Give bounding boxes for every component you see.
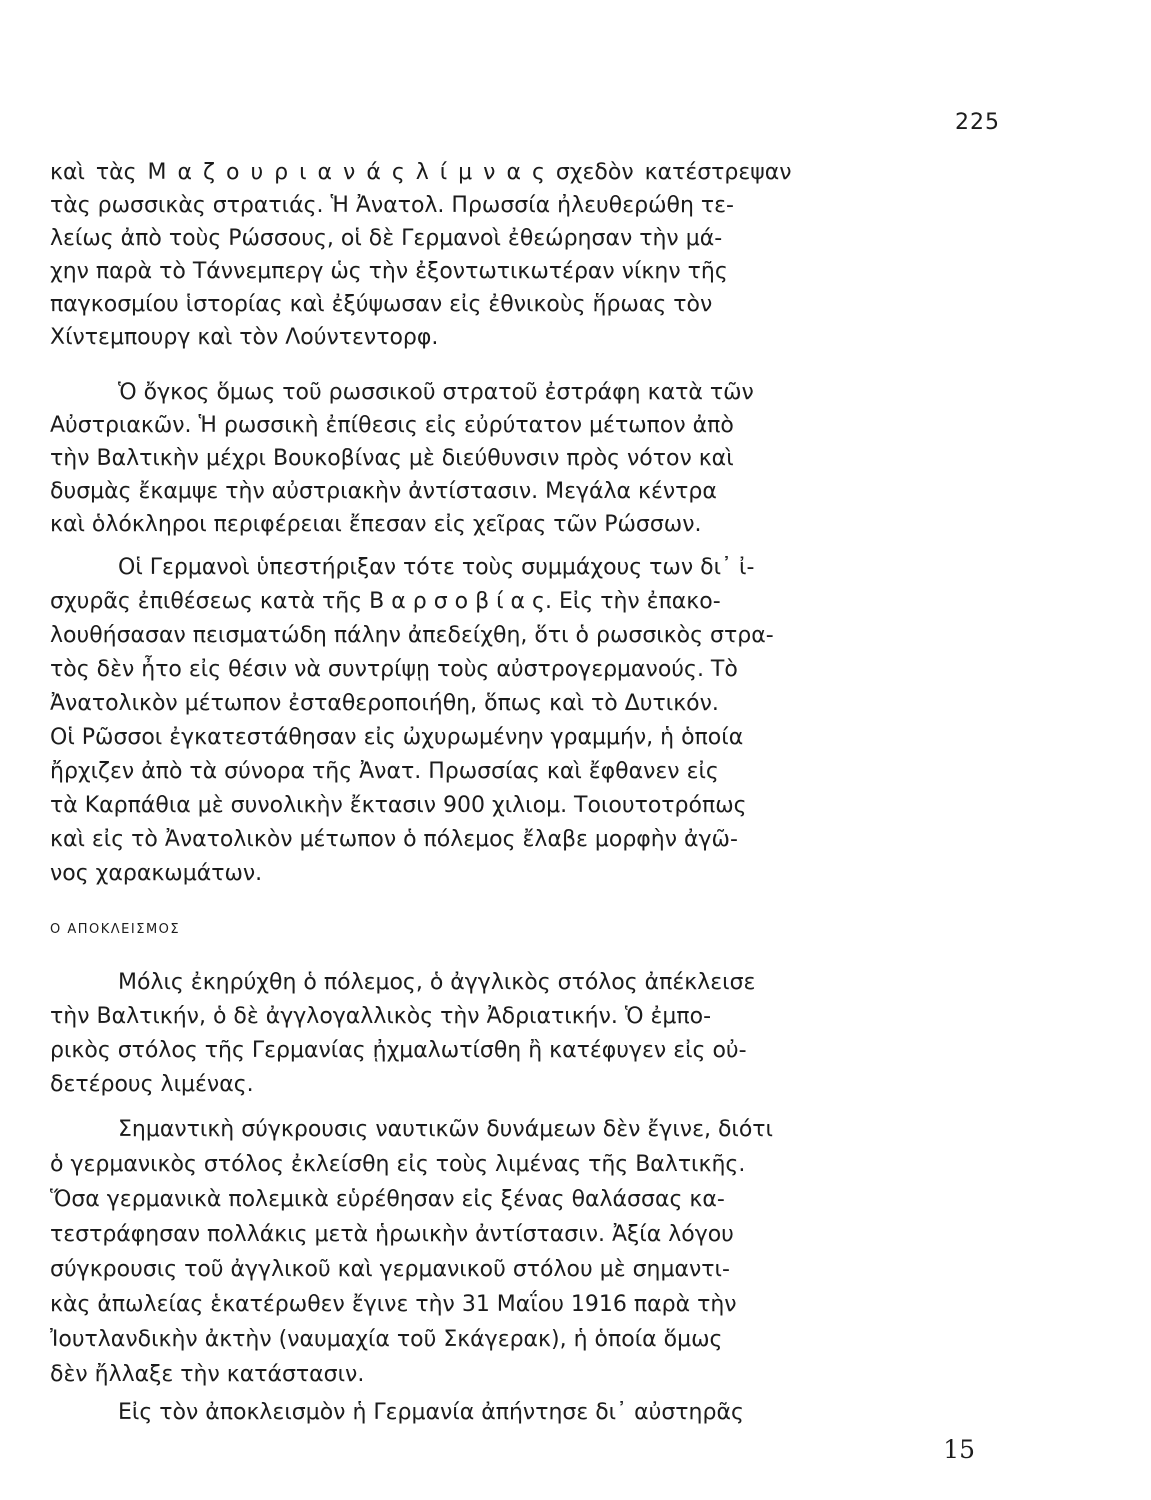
text-line: λείως ἀπὸ τοὺς Ρώσσους, οἱ δὲ Γερμανοὶ ἐθεώρησαν τὴν μά- bbox=[50, 226, 723, 251]
text-line: καὶ ὁλόκληροι περιφέρειαι ἔπεσαν εἰς χεῖρας τῶν Ρώσσων. bbox=[50, 512, 702, 537]
text-line: Εἰς τὸν ἀποκλεισμὸν ἡ Γερμανία ἀπήντησε δι᾽ αὐστηρᾶς bbox=[118, 1400, 744, 1425]
page-number: 225 bbox=[955, 110, 1000, 135]
text-line: τὴν Βαλτικὴν μέχρι Βουκοβίνας μὲ διεύθυνσιν πρὸς νότον καὶ bbox=[50, 446, 734, 471]
text-line: Οἱ Γερμανοὶ ὑπεστήριξαν τότε τοὺς συμμάχους των δι᾽ ἰ- bbox=[118, 555, 755, 580]
text-line: Ὅσα γερμανικὰ πολεμικὰ εὑρέθησαν εἰς ξένας θαλάσσας κα- bbox=[50, 1187, 725, 1212]
text-line: τὴν Βαλτικήν, ὁ δὲ ἀγγλογαλλικὸς τὴν Ἀδριατικήν. Ὁ ἐμπο- bbox=[50, 1004, 712, 1029]
text-line: σχυρᾶς ἐπιθέσεως κατὰ τῆς Β α ρ σ ο β ί α ς. Εἰς τὴν ἐπακο- bbox=[50, 589, 721, 614]
text-line: δὲν ἤλλαξε τὴν κατάστασιν. bbox=[50, 1362, 365, 1387]
text-line: Χίντεμπουργ καὶ τὸν Λούντεντορφ. bbox=[50, 325, 439, 350]
text-line: τὰς ρωσσικὰς στρατιάς. Ἡ Ἀνατολ. Πρωσσία ἠλευθερώθη τε- bbox=[50, 193, 734, 218]
text-line: παγκοσμίου ἱστορίας καὶ ἐξύψωσαν εἰς ἐθνικοὺς ἥρωας τὸν bbox=[50, 292, 713, 317]
text-line: δετέρους λιμένας. bbox=[50, 1072, 254, 1097]
text-line: Οἱ Ρῶσσοι ἐγκατεστάθησαν εἰς ὠχυρωμένην γραμμήν, ἡ ὁποία bbox=[50, 725, 744, 750]
text-line: Σημαντικὴ σύγκρουσις ναυτικῶν δυνάμεων δὲν ἔγινε, διότι bbox=[118, 1117, 773, 1142]
text-line: κὰς ἀπωλείας ἑκατέρωθεν ἔγινε τὴν 31 Μαΐου 1916 παρὰ τὴν bbox=[50, 1292, 737, 1317]
text-line: Ἀνατολικὸν μέτωπον ἐσταθεροποιήθη, ὅπως καὶ τὸ Δυτικόν. bbox=[50, 691, 719, 716]
text-line: τεστράφησαν πολλάκις μετὰ ἡρωικὴν ἀντίστασιν. Ἀξία λόγου bbox=[50, 1222, 734, 1247]
text-line: ἤρχιζεν ἀπὸ τὰ σύνορα τῆς Ἀνατ. Πρωσσίας καὶ ἔφθανεν εἰς bbox=[50, 759, 719, 784]
text-line: Μόλις ἐκηρύχθη ὁ πόλεμος, ὁ ἀγγλικὸς στόλος ἀπέκλεισε bbox=[118, 970, 756, 995]
text-line: καὶ τὰς Μ α ζ ο υ ρ ι α ν ά ς λ ί μ ν α ς σχεδὸν κατέστρεψαν bbox=[50, 160, 792, 185]
section-heading: Ο ΑΠΟΚΛΕΙΣΜΟΣ bbox=[50, 922, 181, 937]
text-line: ρικὸς στόλος τῆς Γερμανίας ᾐχμαλωτίσθη ἢ κατέφυγεν εἰς οὐ- bbox=[50, 1038, 747, 1063]
text-line: τὰ Καρπάθια μὲ συνολικὴν ἔκτασιν 900 χιλιομ. Τοιουτοτρόπως bbox=[50, 793, 747, 818]
text-line: χην παρὰ τὸ Τάννεμπεργ ὡς τὴν ἐξοντωτικωτέραν νίκην τῆς bbox=[50, 259, 728, 284]
text-line: νος χαρακωμάτων. bbox=[50, 861, 263, 886]
text-line: ὁ γερμανικὸς στόλος ἐκλείσθη εἰς τοὺς λιμένας τῆς Βαλτικῆς. bbox=[50, 1152, 746, 1177]
text-line: τὸς δὲν ἦτο εἰς θέσιν νὰ συντρίψῃ τοὺς αὐστρογερμανούς. Τὸ bbox=[50, 657, 738, 682]
text-line: καὶ εἰς τὸ Ἀνατολικὸν μέτωπον ὁ πόλεμος ἔλαβε μορφὴν ἀγῶ- bbox=[50, 827, 738, 852]
sheet-number: 15 bbox=[943, 1435, 975, 1464]
text-line: δυσμὰς ἔκαμψε τὴν αὐστριακὴν ἀντίστασιν. Μεγάλα κέντρα bbox=[50, 479, 717, 504]
text-line: Ἰουτλανδικὴν ἀκτὴν (ναυμαχία τοῦ Σκάγερακ), ἡ ὁποία ὅμως bbox=[50, 1327, 723, 1352]
text-line: σύγκρουσις τοῦ ἀγγλικοῦ καὶ γερμανικοῦ στόλου μὲ σημαντι- bbox=[50, 1257, 730, 1282]
text-line: Ὁ ὄγκος ὅμως τοῦ ρωσσικοῦ στρατοῦ ἐστράφη κατὰ τῶν bbox=[118, 380, 754, 405]
text-line: λουθήσασαν πεισματώδη πάλην ἀπεδείχθη, ὅτι ὁ ρωσσικὸς στρα- bbox=[50, 623, 774, 648]
text-line: Αὐστριακῶν. Ἡ ρωσσικὴ ἐπίθεσις εἰς εὐρύτατον μέτωπον ἀπὸ bbox=[50, 413, 734, 438]
